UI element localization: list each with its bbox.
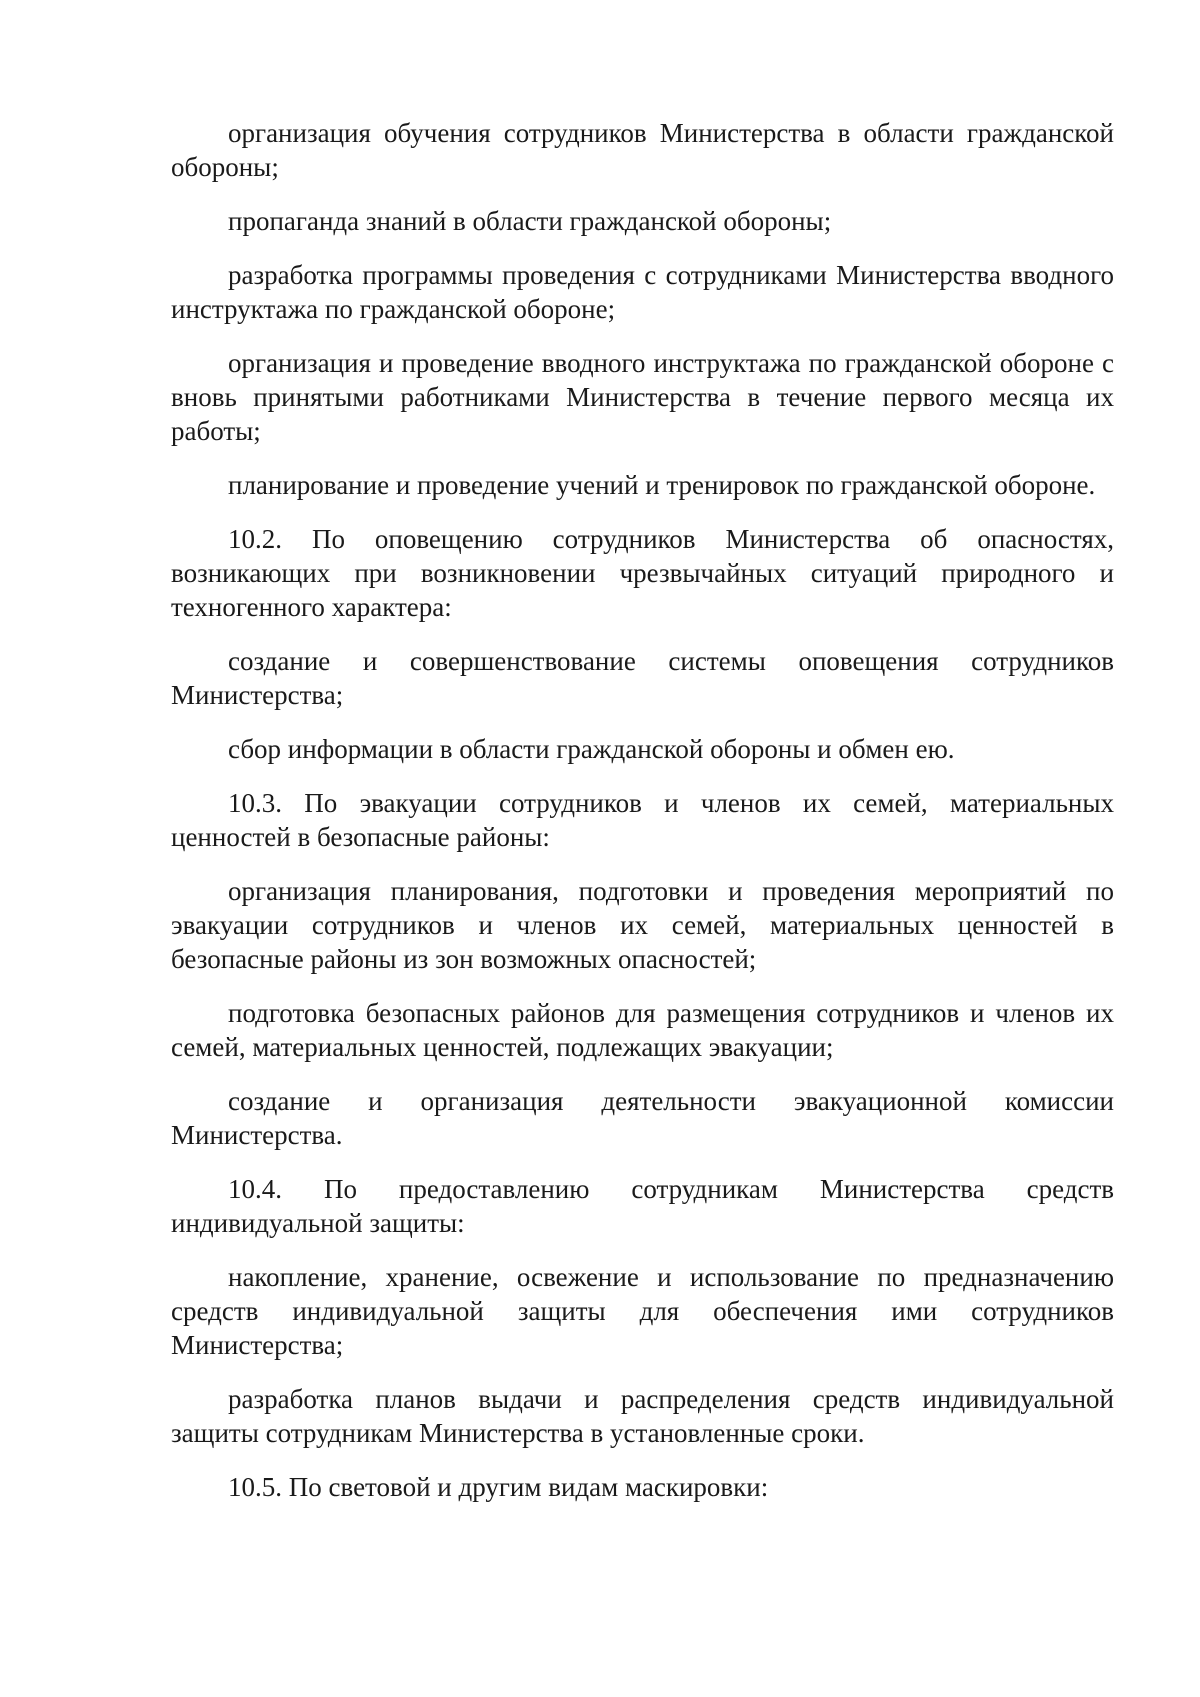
section-10-3-heading: 10.3. По эвакуации сотрудников и членов их семей, материальных ценностей в безопасные районы: — [171, 788, 1114, 852]
document-body — [171, 116, 1114, 1524]
paragraph-introductory-briefing: организация и проведение вводного инструктажа по гражданской обороне с вновь принятыми работниками Министерства в течение первого месяца их работы; — [171, 348, 1114, 446]
paragraph-information-exchange: сбор информации в области гражданской обороны и обмен ею. — [228, 734, 955, 764]
paragraph-ppe-storage: накопление, хранение, освежение и использование по предназначению средств индивидуальной защиты для обеспечения ими сотрудников Министерства; — [171, 1262, 1114, 1360]
paragraph-training: организация обучения сотрудников Министерства в области гражданской обороны; — [171, 118, 1114, 182]
paragraph-evacuation-planning: организация планирования, подготовки и проведения мероприятий по эвакуации сотрудников и членов их семей, материальных ценностей в безопасные районы из зон возможных опасностей; — [171, 876, 1114, 974]
section-10-4-heading: 10.4. По предоставлению сотрудникам Министерства средств индивидуальной защиты: — [171, 1174, 1114, 1238]
paragraph-evacuation-commission: создание и организация деятельности эвакуационной комиссии Министерства. — [171, 1086, 1114, 1150]
paragraph-program-development: разработка программы проведения с сотрудниками Министерства вводного инструктажа по гражданской обороне; — [171, 260, 1114, 324]
paragraph-notification-system: создание и совершенствование системы оповещения сотрудников Министерства; — [171, 646, 1114, 710]
paragraph-exercises: планирование и проведение учений и тренировок по гражданской обороне. — [228, 470, 1096, 500]
paragraph-safe-areas: подготовка безопасных районов для размещения сотрудников и членов их семей, материальных ценностей, подлежащих эвакуации; — [171, 998, 1114, 1062]
section-10-2-heading: 10.2. По оповещению сотрудников Министерства об опасностях, возникающих при возникновении чрезвычайных ситуаций природного и техногенного характера: — [171, 524, 1114, 622]
paragraph-ppe-distribution: разработка планов выдачи и распределения средств индивидуальной защиты сотрудникам Министерства в установленные сроки. — [171, 1384, 1114, 1448]
section-10-5-heading: 10.5. По световой и другим видам маскировки: — [228, 1472, 769, 1502]
paragraph-propaganda: пропаганда знаний в области гражданской обороны; — [228, 206, 832, 236]
